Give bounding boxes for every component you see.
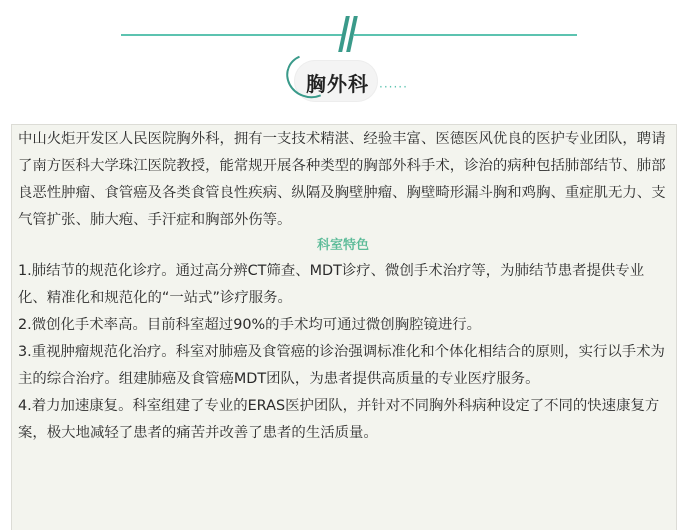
feature-item-4: 4.着力加速康复。科室组建了专业的ERAS医护团队，并针对不同胸外科病种设定了不同的快速康复方案，极大地减轻了患者的痛苦并改善了患者的生活质量。	[18, 398, 660, 441]
dots-decoration: ······	[379, 80, 408, 94]
section-header	[0, 0, 690, 110]
feature-item-3: 3.重视肿瘤规范化治疗。科室对肺癌及食管癌的诊治强调标准化和个体化相结合的原则，实行以手术为主的综合治疗。组建肺癌及食管癌MDT团队，为患者提供高质量的专业医疗服务。	[18, 344, 665, 387]
feature-item-2: 2.微创化手术率高。目前科室超过90%的手术均可通过微创胸腔镜进行。	[18, 317, 482, 333]
divider-line-right	[354, 34, 577, 36]
page-title: 胸外科	[306, 72, 369, 96]
divider-line-left	[121, 34, 343, 36]
intro-paragraph: 中山火炬开发区人民医院胸外科，拥有一支技术精湛、经验丰富、医德医风优良的医护专业团队，聘请了南方医科大学珠江医院教授，能常规开展各种类型的胸部外科手术，诊治的病种包括肺部结节、肺部良恶性肿瘤、食管癌及各类食管良性疾病、纵隔及胸壁肿瘤、胸壁畸形漏斗胸和鸡胸、重症肌无力、支气管扩张、肺大疱、手汗症和胸部外伤等。	[18, 131, 666, 228]
content-text	[18, 126, 668, 447]
feature-item-1: 1.肺结节的规范化诊疗。通过高分辨CT筛查、MDT诊疗、微创手术治疗等，为肺结节患者提供专业化、精准化和规范化的“一站式”诊疗服务。	[18, 263, 645, 306]
features-title: 科室特色	[316, 238, 369, 253]
